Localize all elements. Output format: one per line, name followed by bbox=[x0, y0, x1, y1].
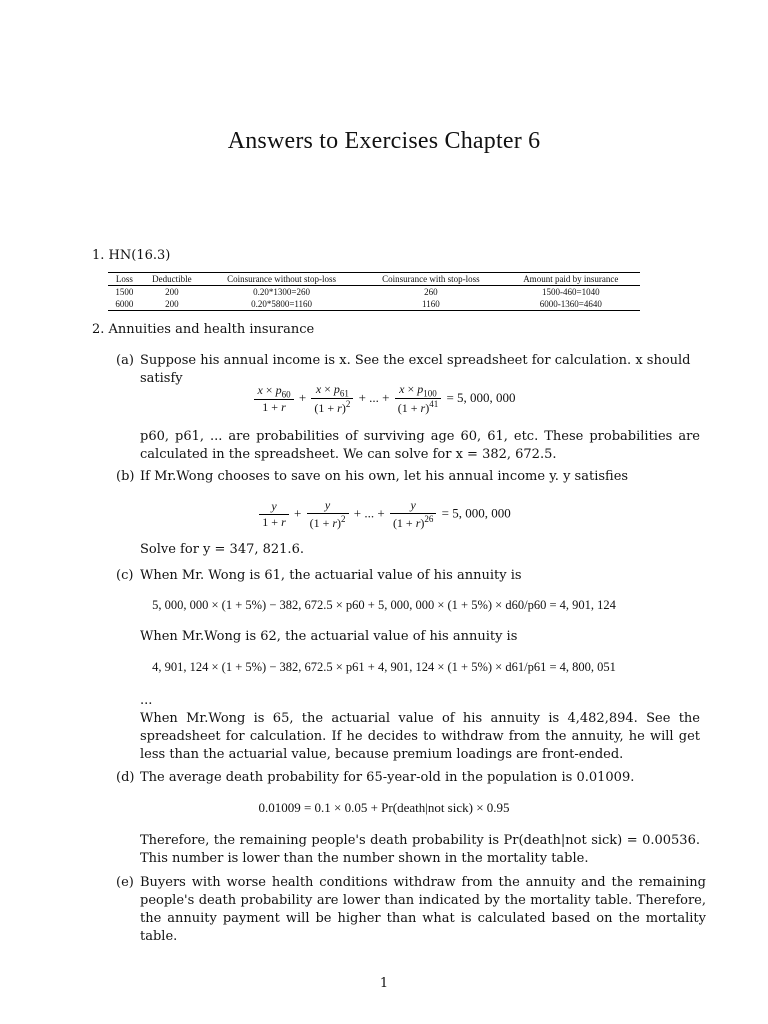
header-deductible: Deductible bbox=[152, 274, 192, 284]
part-b-label: (b) bbox=[116, 469, 135, 484]
part-b-text: If Mr.Wong chooses to save on his own, let his annual income y. y satisfies bbox=[140, 469, 629, 484]
table-cell: 6000 bbox=[115, 299, 134, 309]
part-d-text: The average death probability for 65-year-old in the population is 0.01009. bbox=[140, 770, 635, 785]
table-row bbox=[108, 286, 640, 299]
part-d-paragraph: Therefore, the remaining people's death probability is Pr(death|not sick) = 0.00536. This number is lower than the number shown in the mortality table. bbox=[140, 833, 700, 866]
header-coinsurance-without: Coinsurance without stop-loss bbox=[227, 274, 337, 284]
part-a-label: (a) bbox=[116, 353, 134, 368]
table-cell: 6000-1360=4640 bbox=[539, 299, 602, 309]
equation-b: $\frac{y}{1 + r}$ + $\frac{y}{(1 + r)^2}$ + ... + $\frac{y}{(1 + r)^{26}}$ = 5, 000, 000 bbox=[0, 498, 768, 531]
question-2-label: 2. Annuities and health insurance bbox=[92, 322, 315, 337]
part-a-paragraph: p60, p61, ... are probabilities of surviving age 60, 61, etc. These probabilities are calculated in the spreadsheet. We can solve for x = 382, 672.5. bbox=[140, 429, 700, 462]
equation-c2: 4, 901, 124 × (1 + 5%) − 382, 672.5 × p61 + 4, 901, 124 × (1 + 5%) × d61/p61 = 4, 800, 051 bbox=[152, 660, 616, 674]
part-d-label: (d) bbox=[116, 770, 135, 785]
table-cell: 0.20*5800=1160 bbox=[251, 299, 313, 309]
header-loss: Loss bbox=[115, 274, 133, 284]
part-b bbox=[116, 468, 706, 486]
equation-c1: 5, 000, 000 × (1 + 5%) − 382, 672.5 × p60 + 5, 000, 000 × (1 + 5%) × d60/p60 = 4, 901, 124 bbox=[152, 598, 616, 612]
part-d bbox=[116, 769, 706, 787]
equation-a: $\frac{x \times p_{60}}{1 + r}$ + $\frac{x \times p_{61}}{(1 + r)^2}$ + ... + $\frac{x \times p_{100}}{(1 + r)^{41}}$ = 5, 000, 000 bbox=[0, 382, 768, 416]
part-c-paragraph: When Mr.Wong is 65, the actuarial value of his annuity is 4,482,894. See the spreadsheet for calculation. If he decides to withdraw from the annuity, he will get less than the actuarial value, because premium loadings are front-ended. bbox=[140, 711, 700, 762]
table-row bbox=[108, 298, 640, 311]
question-1-label: 1. HN(16.3) bbox=[92, 248, 171, 263]
insurance-table bbox=[108, 272, 640, 311]
part-e-text: Buyers with worse health conditions withdraw from the annuity and the remaining people's death probability are lower than indicated by the mortality table. Therefore, the annuity payment will be higher than what is calculated based on the mortality table. bbox=[140, 875, 706, 944]
table-cell: 200 bbox=[165, 299, 179, 309]
part-c bbox=[116, 567, 706, 585]
table-cell: 1500 bbox=[115, 287, 134, 297]
table-cell: 260 bbox=[424, 287, 438, 297]
equation-b-rhs: = 5, 000, 000 bbox=[441, 505, 511, 521]
part-a-text: Suppose his annual income is x. See the excel spreadsheet for calculation. x should satisfy bbox=[140, 353, 691, 386]
table-cell: 0.20*1300=260 bbox=[253, 287, 310, 297]
table-cell: 200 bbox=[165, 287, 179, 297]
part-b-solve: Solve for y = 347, 821.6. bbox=[140, 542, 304, 557]
part-c-dots: ... bbox=[140, 693, 153, 708]
page-number: 1 bbox=[379, 976, 389, 991]
part-c-text2: When Mr.Wong is 62, the actuarial value of his annuity is bbox=[140, 629, 518, 644]
table-cell: 1160 bbox=[422, 299, 440, 309]
equation-a-rhs: = 5, 000, 000 bbox=[446, 390, 516, 406]
header-amount-paid: Amount paid by insurance bbox=[523, 274, 619, 284]
table-header-row bbox=[108, 273, 640, 286]
table-cell: 1500-460=1040 bbox=[542, 287, 600, 297]
header-coinsurance-with: Coinsurance with stop-loss bbox=[382, 274, 480, 284]
part-e-label: (e) bbox=[116, 875, 134, 890]
part-c-text: When Mr. Wong is 61, the actuarial value of his annuity is bbox=[140, 568, 522, 583]
equation-d: 0.01009 = 0.1 × 0.05 + Pr(death|not sick) × 0.95 bbox=[258, 800, 510, 815]
page-title: Answers to Exercises Chapter 6 bbox=[227, 128, 541, 154]
part-e bbox=[116, 874, 706, 946]
part-c-label: (c) bbox=[116, 568, 134, 583]
